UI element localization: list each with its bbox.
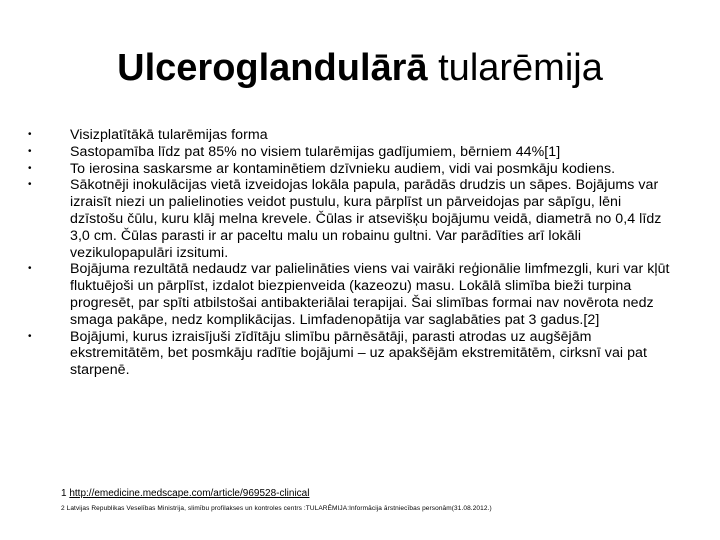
bullet-item bbox=[28, 261, 678, 328]
bullet-text: Bojājuma rezultātā nedaudz var palielināties viens vai vairāki reģionālie limfmezgli, kuri var kļūt fluktuējoši un pārplīst, izdalot biezpienveida (kazeozu) masu. Lokālā slimība bieži turpina progresēt, par spīti atbilstošai antibakteriālai terapijai. Šai slimības formai nav novērota nedz smaga pakāpe, nedz komplikācijas. Limfadenopātija var saglabāties pat 3 gadus.[2] bbox=[70, 261, 670, 328]
bullet-text: Bojājumi, kurus izraisījuši zīdītāju slimību pārnēsātāji, parasti atrodas uz augšējām ekstremitātēm, bet posmkāju radītie bojājumi – uz apakšējām ekstremitātēm, cirksnī vai pat starpenē. bbox=[70, 328, 647, 379]
bullet-list bbox=[28, 127, 678, 379]
footnote-1-link[interactable]: http://emedicine.medscape.com/article/969528-clinical bbox=[69, 488, 310, 499]
footnotes bbox=[61, 487, 681, 514]
bullet-text: Sastopamība līdz pat 85% no visiem tularēmijas gadījumiem, bērniem 44%[1] bbox=[70, 143, 561, 160]
bullet-item bbox=[28, 127, 678, 144]
bullet-item bbox=[28, 161, 678, 178]
title-light-part: tularēmija bbox=[438, 47, 603, 89]
footnote-1 bbox=[61, 487, 681, 500]
bullet-text: Sākotnēji inokulācijas vietā izveidojas lokāla papula, parādās drudzis un sāpes. Bojājums var izraisīt niezi un palielinoties veidot pustulu, kura pārplīst un pārveidojas par sāpīgu, lēni dzīstošu čūlu, kuru klāj melna krevele. Čūlas ir atsevišķu bojājumu veidā, diametrā no 0,4 līdz 3,0 cm. Čūlas parasti ir ar paceltu malu un robainu gultni. Var parādīties arī lokāli vezikulopapulāri izsitumi. bbox=[70, 177, 662, 261]
bullet-dot-icon: • bbox=[28, 263, 32, 275]
bullet-dot-icon: • bbox=[28, 129, 32, 140]
bullet-dot-icon: • bbox=[28, 145, 32, 157]
bullet-item bbox=[28, 177, 678, 261]
slide-title bbox=[0, 44, 720, 92]
footnote-1-number: 1 bbox=[61, 488, 70, 499]
bullet-item bbox=[28, 329, 678, 379]
bullet-item bbox=[28, 144, 678, 161]
footnote-2: 2 Latvijas Republikas Veselības Ministrija, slimību profilakses un kontroles centrs :TULARĒMIJA:Informācija ārstniecības personām(31.08.2012.) bbox=[61, 505, 492, 512]
bullet-dot-icon: • bbox=[28, 330, 32, 342]
bullet-dot-icon: • bbox=[28, 162, 32, 174]
title-bold-part: Ulceroglandulārā bbox=[117, 47, 428, 89]
bullet-text: To ierosina saskarsme ar kontaminētiem dzīvnieku audiem, vidi vai posmkāju kodiens. bbox=[70, 160, 616, 177]
bullet-dot-icon: • bbox=[28, 179, 32, 191]
bullet-text: Visizplatītākā tularēmijas forma bbox=[70, 127, 268, 143]
